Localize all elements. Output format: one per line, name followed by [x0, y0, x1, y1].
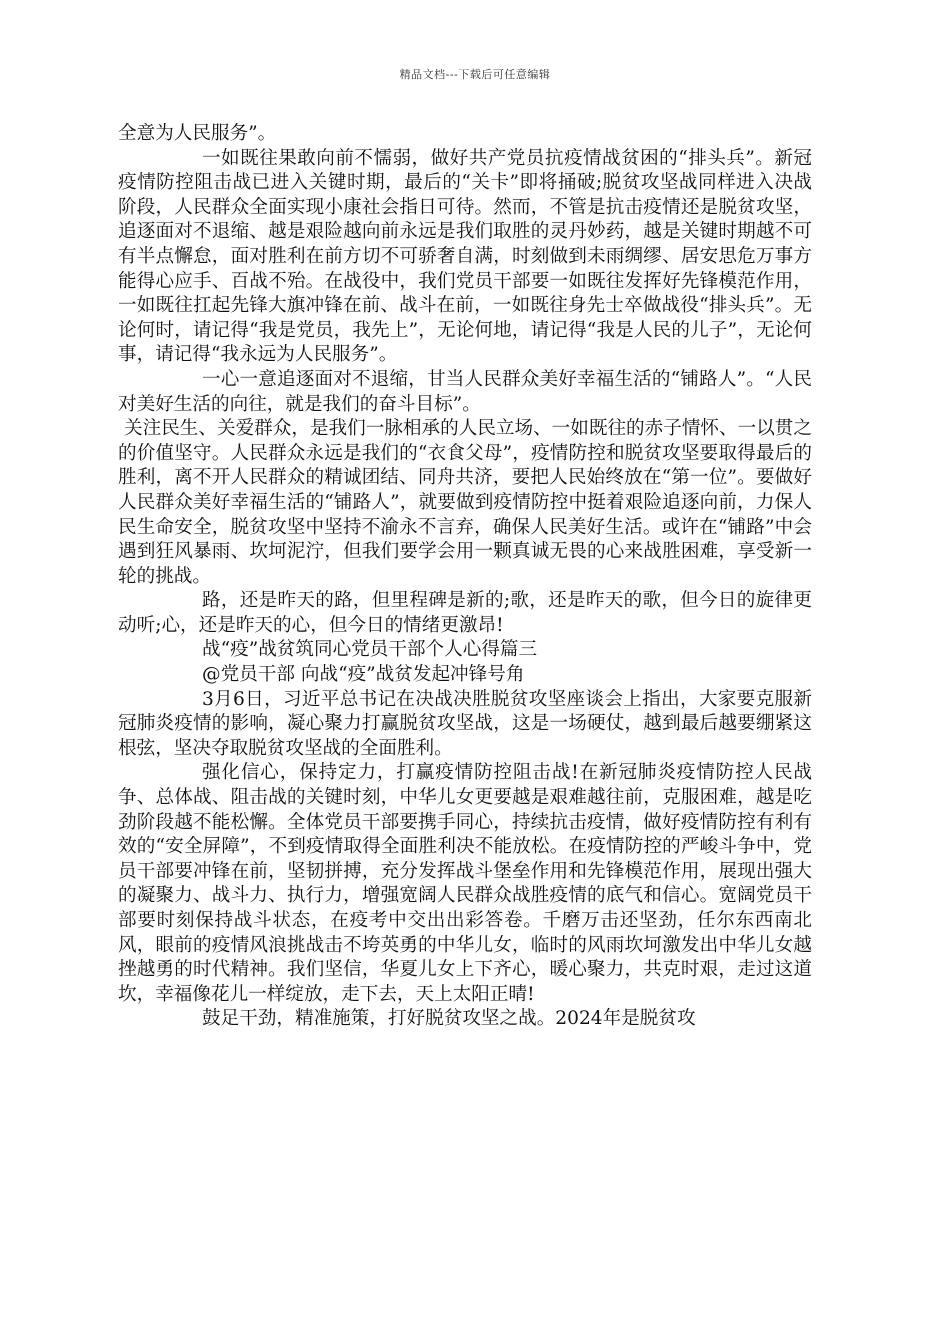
paragraph-confidence: 强化信心，保持定力，打赢疫情防控阻击战!在新冠肺炎疫情防控人民战争、总体战、阻击战的关键时刻，中华儿女更要越是艰难越往前，克服困难，越是吃劲阶段越不能松懈。全体党员干部要携手同心，持续抗击疫情，做好疫情防控有利有效的“安全屏障”，不到疫情取得全面胜利决不能放松。在疫情防控的严峻斗争中，党员干部要冲锋在前，坚韧拼搏，充分发挥战斗堡垒作用和先锋模范作用，展现出强大的凝聚力、战斗力、执行力，增强宽阔人民群众战胜疫情的底气和信心。宽阔党员干部要时刻保持战斗状态，在疫考中交出出彩答卷。千磨万击还坚劲，任尔东西南北风，眼前的疫情风浪挑战击不垮英勇的中华儿女，临时的风雨坎坷激发出中华儿女越挫越勇的时代精神。我们坚信，华夏儿女上下齐心，暖心聚力，共克时艰，走过这道坎，幸福像花儿一样绽放，走下去，天上太阳正晴!	[118, 762, 812, 1005]
paragraph-continued: 全意为人民服务”。	[118, 123, 277, 144]
paragraph-road-song: 路，还是昨天的路，但里程碑是新的;歌，还是昨天的歌，但今日的旋律更动听;心，还是昨天的心，但今日的情绪更激昂!	[118, 590, 812, 636]
page-header: 精品文档---下载后可任意编辑	[399, 68, 551, 81]
paragraph-vanguard: 一如既往果敢向前不懦弱，做好共产党员抗疫情战贫困的“排头兵”。新冠疫情防控阻击战已进入关键时期，最后的“关卡”即将捅破;脱贫攻坚战同样进入决战阶段，人民群众全面实现小康社会指日可待。然而，不管是抗击疫情还是脱贫攻坚，追逐面对不退缩、越是艰险越向前永远是我们取胜的灵丹妙药，越是关键时期越不可有半点懈怠，面对胜利在前方切不可骄奢自满，时刻做到未雨绸缪、居安思危万事方能得心应手、百战不殆。在战役中，我们党员干部要一如既往发挥好先锋模范作用，一如既往扛起先锋大旗冲锋在前、战斗在前，一如既往身先士卒做战役“排头兵”。无论何时，请记得“我是党员，我先上”，无论何地，请记得“我是人民的儿子”，无论何事，请记得“我永远为人民服务”。	[118, 147, 812, 366]
paragraph-livelihood: 关注民生、关爱群众，是我们一脉相承的人民立场、一如既往的赤子情怀、一以贯之的价值坚守。人民群众永远是我们的“衣食父母”，疫情防控和脱贫攻坚要取得最后的胜利，离不开人民群众的精诚团结、同舟共济，要把人民始终放在“第一位”。要做好人民群众美好幸福生活的“铺路人”，就要做到疫情防控中挺着艰险追逐向前，力保人民生命安全，脱贫攻坚中坚持不渝永不言弃，确保人民美好生活。或许在“铺路”中会遇到狂风暴雨、坎坷泥泞，但我们要学会用一颗真诚无畏的心来战胜困难，享受新一轮的挑战。	[118, 418, 812, 587]
section-subtitle: @党员干部 向战“疫”战贫发起冲锋号角	[202, 664, 525, 686]
paragraph-poverty: 鼓足干劲，精准施策，打好脱贫攻坚之战。2024年是脱贫攻	[202, 1008, 696, 1030]
document-body	[118, 122, 812, 1032]
paragraph-march-6: 3月6日，习近平总书记在决战决胜脱贫攻坚座谈会上指出，大家要克服新冠肺炎疫情的影响，凝心聚力打赢脱贫攻坚战，这是一场硬仗，越到最后越要绷紧这根弦，坚决夺取脱贫攻坚战的全面胜利。	[118, 688, 812, 759]
paragraph-road-builder: 一心一意追逐面对不退缩，甘当人民群众美好幸福生活的“铺路人”。“人民对美好生活的向往，就是我们的奋斗目标”。	[118, 368, 812, 415]
section-title: 战“疫”战贫筑同心党员干部个人心得篇三	[202, 639, 538, 661]
